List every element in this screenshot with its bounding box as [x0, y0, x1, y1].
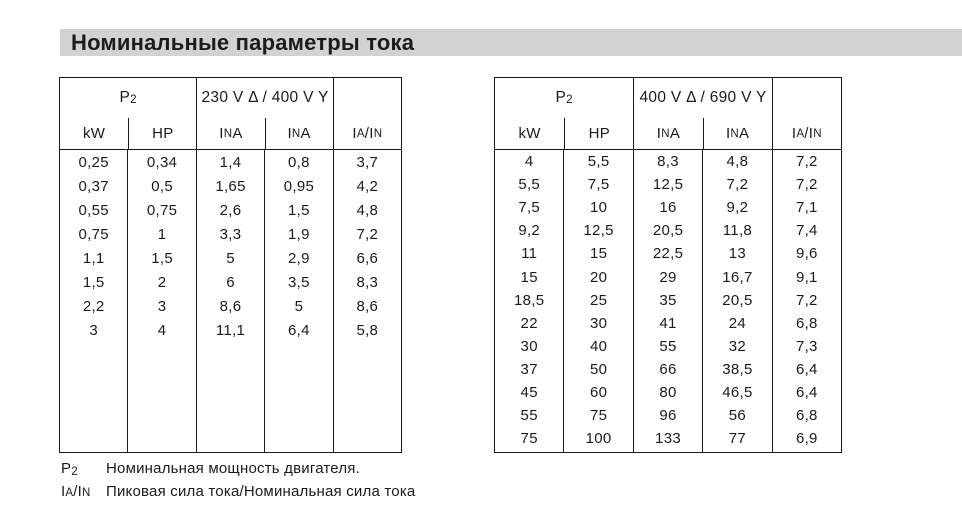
data-cell: 96	[659, 407, 677, 425]
footnote-description: Пиковая сила тока/Номинальная сила тока	[106, 483, 416, 500]
table-header	[495, 78, 841, 150]
text-segment: A	[669, 125, 681, 142]
data-cell: 6,8	[795, 314, 818, 332]
page-title: Номинальные параметры тока	[71, 29, 415, 55]
data-cell: 1,5	[82, 273, 105, 291]
data-cell: 7,2	[795, 153, 818, 171]
text-segment: 2	[566, 94, 573, 106]
column-header-cell	[703, 118, 772, 149]
text-segment: /I	[364, 125, 374, 142]
data-cell: 6,4	[795, 360, 818, 378]
column-header-cell	[128, 118, 196, 149]
text-segment: /I	[804, 125, 814, 142]
data-cell: 16,7	[722, 268, 753, 286]
text-segment: I	[352, 125, 357, 142]
voltage-group-header: 230 V Δ / 400 V Y	[196, 78, 332, 118]
data-cell: 37	[520, 360, 538, 378]
data-cell: 2,2	[82, 297, 105, 315]
data-cell: 4,8	[726, 153, 749, 171]
text-segment: N	[291, 127, 301, 140]
current-ratings-table-400v-690v	[494, 77, 842, 453]
title-bar	[60, 29, 962, 56]
data-cell: 12,5	[652, 176, 684, 194]
data-cell: 18,5	[514, 291, 545, 309]
table-column	[633, 150, 702, 452]
text-segment: N	[661, 127, 670, 140]
data-cell: 9,2	[518, 222, 541, 240]
data-cell: 7,2	[795, 176, 818, 194]
footnotes	[61, 458, 415, 504]
text-segment: N	[82, 487, 91, 499]
data-cell: 0,8	[288, 153, 310, 171]
data-cell: 8,6	[356, 297, 379, 315]
data-cell: 3,7	[356, 153, 379, 171]
data-cell: 20	[589, 268, 608, 286]
text-segment: I	[287, 125, 292, 142]
data-cell: 46,5	[722, 383, 753, 401]
data-cell: 55	[520, 407, 538, 425]
text-segment: HP	[588, 125, 610, 142]
text-segment: I	[61, 483, 66, 500]
column-header-cell	[60, 118, 128, 149]
data-cell: 5	[294, 297, 304, 315]
data-cell: 6,6	[356, 249, 379, 267]
data-cell: 12,5	[583, 222, 614, 240]
data-cell: 7,2	[795, 291, 818, 309]
data-cell: 45	[520, 383, 538, 401]
data-cell: 100	[585, 430, 612, 448]
data-cell: 1,1	[82, 249, 105, 267]
column-header-cell	[633, 118, 702, 149]
data-cell: 3	[89, 321, 99, 339]
footnote-term	[61, 481, 106, 504]
data-cell: 20,5	[722, 291, 753, 309]
table-column	[702, 150, 771, 452]
data-cell: 75	[589, 407, 608, 425]
data-cell: 3	[157, 297, 167, 315]
text-segment: N	[730, 127, 740, 140]
data-cell: 9,1	[795, 268, 818, 286]
data-cell: 5	[226, 249, 235, 267]
data-cell: 75	[520, 430, 538, 448]
data-cell: 32	[728, 337, 747, 355]
text-segment: /I	[73, 483, 82, 500]
data-cell: 3,3	[219, 225, 242, 243]
data-cell: 13	[728, 245, 747, 263]
data-cell: 4	[157, 321, 167, 339]
text-segment: I	[656, 125, 662, 142]
data-cell: 11	[521, 245, 538, 263]
text-segment: I	[725, 125, 731, 142]
column-header-cell	[564, 118, 633, 149]
data-cell: 29	[659, 268, 677, 286]
data-cell: 2	[157, 273, 167, 291]
data-cell: 0,55	[78, 201, 109, 219]
voltage-group-header: 400 V Δ / 690 V Y	[633, 78, 771, 118]
data-cell: 133	[655, 430, 681, 448]
text-segment: I	[791, 125, 797, 142]
text-segment: N	[223, 127, 233, 140]
data-cell: 5,5	[518, 176, 541, 194]
data-cell: 11,8	[722, 222, 753, 240]
text-segment: P	[119, 89, 131, 106]
text-segment: A	[739, 125, 750, 142]
data-cell: 22	[520, 314, 538, 332]
text-segment: P	[555, 89, 567, 106]
data-cell: 41	[659, 314, 677, 332]
text-segment: HP	[152, 125, 174, 142]
table-column	[60, 150, 127, 452]
data-cell: 77	[728, 430, 747, 448]
table-column	[333, 150, 401, 452]
table-body	[495, 150, 841, 452]
column-header-cell	[196, 118, 264, 149]
text-segment: kW	[518, 125, 541, 142]
column-header-cell	[495, 118, 564, 149]
empty-header-cell	[333, 78, 401, 118]
data-cell: 38,5	[722, 360, 753, 378]
data-cell: 6,4	[795, 383, 818, 401]
data-cell: 9,6	[795, 245, 818, 263]
data-cell: 30	[589, 314, 608, 332]
data-cell: 6,4	[288, 321, 310, 339]
data-cell: 35	[659, 291, 677, 309]
data-cell: 0,37	[78, 177, 109, 195]
data-cell: 7,1	[795, 199, 818, 217]
column-header-cell	[772, 118, 841, 149]
text-segment: kW	[82, 125, 106, 142]
text-segment: A	[232, 125, 243, 142]
text-segment: A	[356, 127, 365, 140]
footnote-description: Номинальная мощность двигателя.	[106, 460, 360, 477]
footnote-term	[61, 458, 106, 481]
current-ratings-table-230v-400v	[59, 77, 402, 453]
text-segment: A	[65, 487, 74, 499]
empty-header-cell	[772, 78, 841, 118]
data-cell: 6,9	[795, 430, 818, 448]
data-cell: 0,5	[151, 177, 173, 195]
data-cell: 7,2	[726, 176, 749, 194]
data-cell: 7,2	[356, 225, 379, 243]
data-cell: 6,8	[795, 407, 818, 425]
data-cell: 0,25	[78, 153, 109, 171]
data-cell: 1,5	[288, 201, 310, 219]
data-cell: 6	[226, 273, 235, 291]
table-column	[196, 150, 264, 452]
data-cell: 66	[659, 360, 677, 378]
data-cell: 7,4	[795, 222, 818, 240]
data-cell: 16	[659, 199, 677, 217]
data-cell: 0,75	[78, 225, 109, 243]
data-cell: 7,3	[795, 337, 818, 355]
text-segment: A	[796, 127, 805, 140]
data-cell: 1,5	[151, 249, 173, 267]
column-header-cell	[333, 118, 401, 149]
data-cell: 8,6	[219, 297, 242, 315]
data-cell: 50	[589, 360, 608, 378]
data-cell: 1,9	[288, 225, 310, 243]
data-cell: 55	[659, 337, 677, 355]
data-cell: 0,95	[283, 177, 315, 195]
data-cell: 3,5	[288, 273, 310, 291]
data-cell: 1,65	[215, 177, 246, 195]
data-cell: 0,34	[146, 153, 178, 171]
data-cell: 7,5	[518, 199, 541, 217]
text-segment: N	[373, 127, 383, 140]
data-cell: 25	[589, 291, 608, 309]
data-cell: 8,3	[657, 153, 679, 171]
data-cell: 15	[520, 268, 538, 286]
text-segment: 2	[130, 94, 137, 106]
table-header	[60, 78, 401, 150]
data-cell: 2,6	[219, 201, 242, 219]
table-body	[60, 150, 401, 452]
column-header-cell	[265, 118, 333, 149]
data-cell: 9,2	[726, 199, 749, 217]
table-column	[127, 150, 195, 452]
power-group-header	[60, 78, 196, 118]
column-headers-row	[495, 118, 841, 149]
text-segment: A	[300, 125, 311, 142]
data-cell: 1	[157, 225, 167, 243]
data-cell: 4,8	[356, 201, 379, 219]
table-column	[772, 150, 841, 452]
data-cell: 0,75	[146, 201, 178, 219]
data-cell: 8,3	[356, 273, 379, 291]
data-cell: 30	[520, 337, 538, 355]
table-column	[264, 150, 332, 452]
data-cell: 80	[659, 383, 677, 401]
table-column	[495, 150, 563, 452]
data-cell: 15	[589, 245, 608, 263]
data-cell: 10	[589, 199, 608, 217]
text-segment: I	[219, 125, 224, 142]
data-cell: 2,9	[288, 249, 310, 267]
data-cell: 24	[728, 314, 747, 332]
data-cell: 4	[524, 153, 534, 171]
text-segment: N	[813, 127, 822, 140]
text-segment: 2	[71, 466, 78, 478]
data-cell: 11,1	[215, 321, 246, 339]
data-cell: 60	[589, 383, 608, 401]
data-cell: 5,8	[356, 321, 379, 339]
data-cell: 4,2	[356, 177, 379, 195]
column-headers-row	[60, 118, 401, 149]
data-cell: 1,4	[219, 153, 242, 171]
table-column	[563, 150, 632, 452]
data-cell: 5,5	[587, 153, 610, 171]
data-cell: 20,5	[652, 222, 684, 240]
data-cell: 40	[589, 337, 608, 355]
data-cell: 56	[728, 407, 747, 425]
power-group-header	[495, 78, 633, 118]
data-cell: 22,5	[652, 245, 684, 263]
text-segment: P	[61, 460, 72, 477]
data-cell: 7,5	[587, 176, 610, 194]
